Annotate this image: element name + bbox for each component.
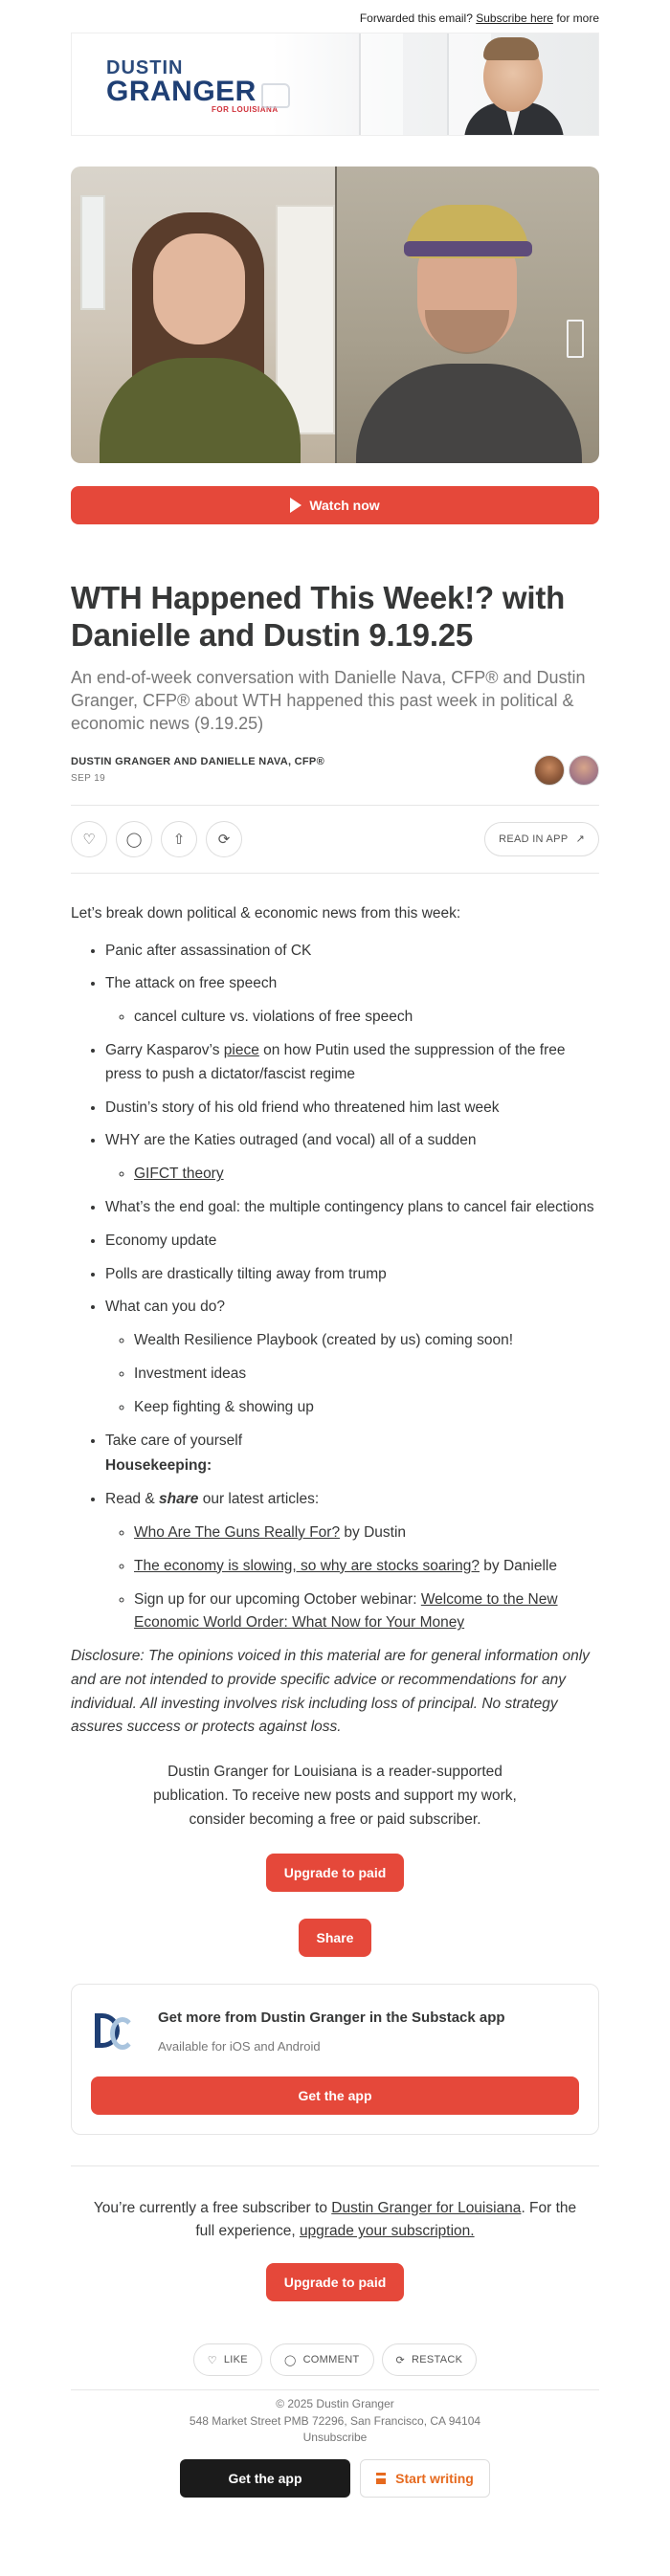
list-item: ◦ The economy is slowing, so why are stocks soaring? by Danielle [134, 1555, 599, 1579]
housekeeping-heading: Housekeeping: [105, 1457, 212, 1475]
substack-cta-buttons [71, 2459, 599, 2498]
like-button[interactable] [71, 821, 107, 857]
publication-logo [106, 58, 279, 114]
author-avatars [534, 755, 599, 786]
email-container [71, 0, 599, 2498]
free-subscriber-notice: You’re currently a free subscriber to Dustin Granger for Louisiana. For the full experience, upgrade your subscription. [93, 2199, 577, 2240]
forward-prefix: Forwarded this email? [359, 11, 473, 25]
comment-button[interactable] [116, 821, 152, 857]
restack-button[interactable] [206, 821, 242, 857]
video-right-panel [335, 167, 599, 463]
divider [71, 2389, 599, 2390]
housekeeping-list [71, 1488, 599, 1635]
share-button[interactable] [161, 821, 197, 857]
topic-list [71, 940, 599, 1454]
share-icon: ⇧ [172, 831, 186, 848]
list-item: ◦ cancel culture vs. violations of free speech [134, 1006, 599, 1030]
avatar[interactable] [534, 755, 565, 786]
bookmark-icon [567, 320, 584, 358]
video-window [80, 195, 105, 310]
post-date: SEP 19 [71, 773, 106, 785]
restack-icon: ⟳ [217, 831, 231, 848]
substack-logo-icon [376, 2473, 386, 2484]
list-item: • What can you do? ◦ Wealth Resilience Playbook (created by us) coming soon! ◦ Investment ideas ◦ Keep fighting & showing up [105, 1296, 599, 1419]
mailing-address: 548 Market Street PMB 72296, San Francisco, CA 94104 [189, 2413, 481, 2428]
list-item: • WHY are the Katies outraged (and vocal) all of a sudden ◦ GIFCT theory [105, 1129, 599, 1187]
heart-icon: ♡ [82, 831, 96, 848]
start-writing-button[interactable]: Start writing [360, 2459, 490, 2498]
play-icon [290, 498, 302, 513]
article-link-economy[interactable]: The economy is slowing, so why are stocks soaring? [134, 1557, 480, 1574]
substack-get-app-button[interactable]: Get the app [180, 2459, 350, 2498]
header-banner[interactable] [71, 33, 599, 136]
list-item: • Panic after assassination of CK [105, 940, 599, 964]
watch-now-button[interactable] [71, 486, 599, 524]
host-face [153, 233, 245, 344]
logo-first-name: DUSTIN [106, 57, 184, 78]
subscribe-link[interactable]: Subscribe here [476, 11, 553, 25]
list-item: • Dustin’s story of his old friend who threatened him last week [105, 1097, 599, 1121]
guest-cap-visor [404, 241, 532, 256]
louisiana-outline-icon [261, 83, 290, 108]
publication-link[interactable]: Dustin Granger for Louisiana [331, 2199, 522, 2216]
list-item: • Take care of yourself [105, 1430, 599, 1454]
article-link-guns[interactable]: Who Are The Guns Really For? [134, 1523, 341, 1541]
app-promo-title: Get more from Dustin Granger in the Substack app [158, 2009, 505, 2026]
list-item: • Garry Kasparov’s piece on how Putin used the suppression of the free press to push a dictator/fascist regime [105, 1039, 599, 1087]
publication-app-icon [91, 2010, 137, 2055]
candidate-photo-hair [483, 37, 539, 60]
share-post-button[interactable]: Share [299, 1919, 371, 1957]
disclosure-text: Disclosure: The opinions voiced in this material are for general information only and are not intended to provide specific advice or recommendations for any individual. All investing involves risk including loss of principal. No strategy assures success or protects against loss. [71, 1648, 590, 1736]
upgrade-to-paid-button-bottom[interactable]: Upgrade to paid [266, 2263, 404, 2301]
video-thumbnail[interactable] [71, 167, 599, 463]
list-item: ◦ Wealth Resilience Playbook (created by us) coming soon! [134, 1329, 599, 1353]
get-the-app-button[interactable]: Get the app [91, 2076, 579, 2115]
kasparov-piece-link[interactable]: piece [223, 1041, 259, 1058]
gifct-theory-link[interactable]: GIFCT theory [134, 1166, 224, 1183]
divider [71, 2165, 599, 2166]
list-item: • Economy update [105, 1230, 599, 1254]
post-intro: Let’s break down political & economic news from this week: [71, 904, 461, 922]
post-subtitle: An end-of-week conversation with Danielle Nava, CFP® and Dustin Granger, CFP® about WTH happened this past week in political & economic news (9.19.25) [71, 667, 586, 734]
list-item: ◦ Keep fighting & showing up [134, 1396, 599, 1420]
list-item: • Polls are drastically tilting away from trump [105, 1263, 599, 1287]
banner-window [359, 33, 403, 135]
list-item: • What’s the end goal: the multiple contingency plans to cancel fair elections [105, 1196, 599, 1220]
heart-icon: ♡ [207, 2354, 217, 2366]
restack-pill-button[interactable]: ⟳ RESTACK [382, 2343, 478, 2376]
comment-icon: ◯ [283, 2354, 297, 2366]
byline [71, 755, 599, 786]
read-in-app-button[interactable] [484, 822, 599, 856]
arrow-up-right-icon: ↗ [575, 833, 585, 846]
upgrade-to-paid-button[interactable]: Upgrade to paid [266, 1854, 404, 1892]
restack-icon: ⟳ [395, 2354, 406, 2366]
list-item: ◦ Sign up for our upcoming October webinar: Welcome to the New Economic World Order: What Now for Your Money [134, 1588, 599, 1636]
read-in-app-label: READ IN APP [499, 833, 569, 845]
video-left-panel [71, 167, 335, 463]
subscribe-cta-text: Dustin Granger for Louisiana is a reader-supported publication. To receive new posts and support my work, consider becoming a free or paid subscriber. [153, 1764, 517, 1828]
list-item: • Read & share our latest articles: ◦ Who Are The Guns Really For? by Dustin ◦ The economy is slowing, so why are stocks soaring? by Danielle ◦ Sign up for our upcoming October webinar: Welcome to the New Economic World Order: What Now for Your Money [105, 1488, 599, 1635]
forward-suffix: for more [556, 11, 599, 25]
guest-beard [425, 310, 509, 354]
post-title[interactable]: WTH Happened This Week!? with Danielle and Dustin 9.19.25 [71, 580, 566, 653]
list-item [134, 1163, 599, 1187]
app-promo-card [71, 1984, 599, 2135]
logo-last-name: GRANGER [106, 76, 257, 107]
like-pill-button[interactable]: ♡ LIKE [193, 2343, 262, 2376]
copyright: © 2025 Dustin Granger [276, 2397, 394, 2411]
comment-pill-button[interactable]: ◯ COMMENT [270, 2343, 374, 2376]
email-footer [71, 2396, 599, 2446]
footer-actions [71, 2343, 599, 2376]
watch-now-label: Watch now [309, 498, 380, 513]
host-body [100, 358, 301, 463]
list-item: • The attack on free speech ◦ cancel culture vs. violations of free speech [105, 972, 599, 1030]
post-authors[interactable]: DUSTIN GRANGER AND DANIELLE NAVA, CFP® [71, 756, 324, 768]
guest-body [356, 364, 582, 463]
comment-icon: ◯ [125, 831, 143, 848]
avatar[interactable] [569, 755, 599, 786]
unsubscribe-link[interactable]: Unsubscribe [302, 2431, 368, 2445]
list-item: ◦ Who Are The Guns Really For? by Dustin [134, 1521, 599, 1545]
app-promo-subtitle: Available for iOS and Android [158, 2038, 321, 2054]
upgrade-subscription-link[interactable]: upgrade your subscription. [299, 2223, 475, 2240]
post-body [71, 902, 599, 1741]
webinar-link[interactable]: Welcome to the New Economic World Order: What Now for Your Money [134, 1590, 558, 1632]
logo-tagline: FOR LOUISIANA [212, 105, 279, 114]
post-actions-bar [71, 805, 599, 874]
forward-notice [71, 0, 599, 33]
list-item: ◦ Investment ideas [134, 1363, 599, 1387]
